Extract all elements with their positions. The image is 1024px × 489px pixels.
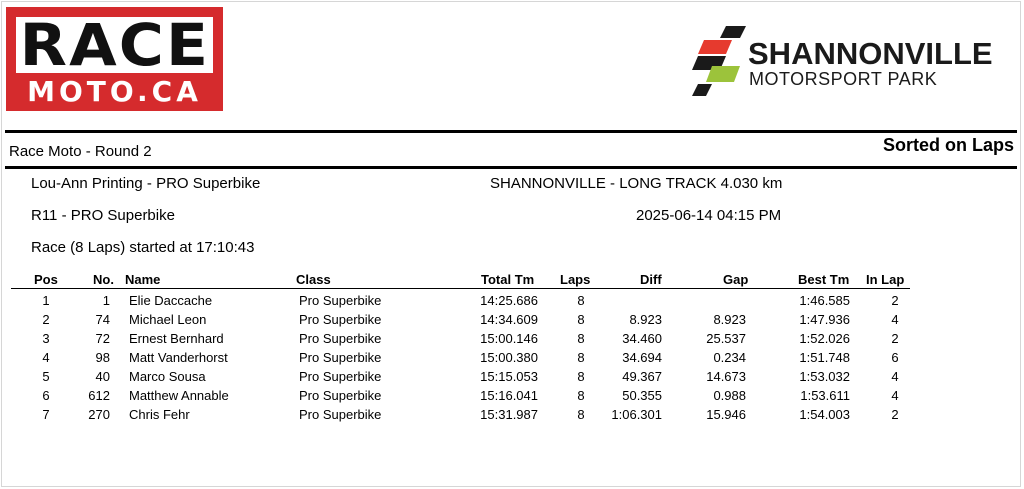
cell-no: 612 [88,388,110,403]
cell-inlap: 4 [891,388,899,403]
cell-diff: 1:06.301 [611,407,662,422]
cell-total: 15:00.380 [480,350,538,365]
sponsor-class: Lou-Ann Printing - PRO Superbike [31,175,261,192]
cell-class: Pro Superbike [299,388,382,403]
cell-pos: 4 [42,350,50,365]
race-start: Race (8 Laps) started at 17:10:43 [31,239,255,256]
cell-best: 1:53.611 [800,388,850,403]
col-header-no: No. [93,272,114,287]
cell-pos: 6 [42,388,50,403]
racemoto-logo-bottom [6,75,223,109]
cell-class: Pro Superbike [299,369,382,384]
cell-inlap: 2 [891,331,899,346]
cell-diff: 50.355 [622,388,662,403]
col-header-diff: Diff [640,272,662,287]
cell-inlap: 2 [891,293,899,308]
col-header-gap: Gap [723,272,749,287]
cell-name: Ernest Bernhard [129,331,224,346]
table-row [0,310,1024,329]
cell-inlap: 4 [891,369,899,384]
cell-diff: 49.367 [622,369,662,384]
class-code: R11 - PRO Superbike [31,207,175,224]
cell-no: 74 [95,312,110,327]
cell-name: Michael Leon [129,312,207,327]
header-divider-top [5,130,1017,133]
cell-laps: 8 [577,350,585,365]
cell-pos: 3 [42,331,50,346]
cell-inlap: 6 [891,350,899,365]
racemoto-logo-top [16,11,213,79]
cell-no: 40 [95,369,110,384]
cell-laps: 8 [577,312,585,327]
cell-diff: 34.460 [622,331,662,346]
sort-title: Sorted on Laps [882,135,1014,155]
table-row [0,405,1024,424]
track-name: SHANNONVILLE - LONG TRACK 4.030 km [490,175,783,192]
cell-pos: 2 [42,312,50,327]
cell-class: Pro Superbike [299,331,382,346]
cell-best: 1:52.026 [799,331,850,346]
table-header-rule [11,288,910,289]
cell-total: 15:00.146 [480,331,538,346]
col-header-laps: Laps [560,272,591,287]
cell-inlap: 4 [891,312,899,327]
cell-laps: 8 [577,331,585,346]
cell-total: 15:16.041 [480,388,538,403]
cell-gap: 14.673 [706,369,746,384]
cell-class: Pro Superbike [299,350,382,365]
cell-diff: 34.694 [622,350,662,365]
cell-no: 72 [95,331,110,346]
shannonville-flag-icon [690,26,748,98]
racemoto-logo-race: RACE [19,11,210,79]
table-row [0,367,1024,386]
cell-pos: 5 [42,369,50,384]
cell-class: Pro Superbike [299,407,382,422]
cell-gap: 8.923 [713,312,746,327]
cell-pos: 1 [42,293,50,308]
cell-best: 1:51.748 [799,350,850,365]
col-header-total: Total Tm [481,272,535,287]
cell-no: 98 [95,350,110,365]
results-table [0,291,1024,424]
col-header-name: Name [125,272,161,287]
racemoto-logo [6,7,223,111]
cell-total: 15:31.987 [480,407,538,422]
cell-total: 15:15.053 [480,369,538,384]
cell-best: 1:54.003 [799,407,850,422]
cell-name: Elie Daccache [129,293,213,308]
col-header-inlap: In Lap [866,272,905,287]
cell-total: 14:25.686 [480,293,538,308]
cell-gap: 25.537 [706,331,746,346]
cell-gap: 15.946 [706,407,746,422]
table-row [0,329,1024,348]
cell-best: 1:47.936 [799,312,850,327]
cell-name: Matthew Annable [129,388,229,403]
cell-best: 1:53.032 [799,369,850,384]
cell-name: Chris Fehr [129,407,190,422]
col-header-pos: Pos [34,272,58,287]
racemoto-logo-motoca: MOTO.CA [27,75,202,108]
cell-class: Pro Superbike [299,312,382,327]
table-row [0,291,1024,310]
cell-name: Matt Vanderhorst [129,350,228,365]
table-row [0,348,1024,367]
col-header-class: Class [296,272,331,287]
cell-gap: 0.234 [713,350,746,365]
header-divider-bottom [5,166,1017,169]
cell-laps: 8 [577,388,585,403]
race-datetime: 2025-06-14 04:15 PM [636,207,782,224]
col-header-best: Best Tm [798,272,850,287]
cell-laps: 8 [577,407,585,422]
cell-name: Marco Sousa [129,369,206,384]
event-title: Race Moto - Round 2 [9,143,152,160]
cell-pos: 7 [42,407,50,422]
cell-laps: 8 [577,369,585,384]
cell-total: 14:34.609 [480,312,538,327]
table-row [0,386,1024,405]
cell-diff: 8.923 [629,312,662,327]
shannonville-logo-name: SHANNONVILLE [748,36,993,71]
cell-no: 1 [102,293,110,308]
shannonville-logo-subtitle: MOTORSPORT PARK [749,69,938,89]
cell-laps: 8 [577,293,585,308]
cell-gap: 0.988 [713,388,746,403]
cell-inlap: 2 [891,407,899,422]
cell-no: 270 [88,407,110,422]
cell-class: Pro Superbike [299,293,382,308]
cell-best: 1:46.585 [799,293,850,308]
